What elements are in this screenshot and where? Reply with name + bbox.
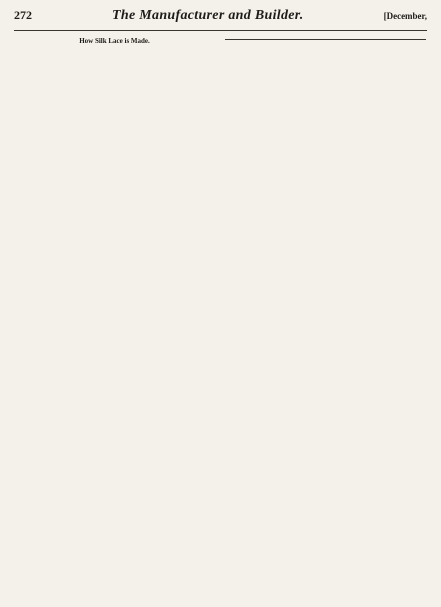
- page-header: [14, 8, 427, 31]
- article-columns: [14, 37, 427, 602]
- column-left: [14, 37, 215, 602]
- article-title: How Silk Lace is Made.: [79, 37, 150, 45]
- column-right: [225, 37, 426, 602]
- issue-month: [December,: [383, 11, 427, 21]
- article-end-rule: [225, 39, 426, 40]
- page-number: 272: [14, 8, 32, 22]
- journal-title: The Manufacturer and Builder.: [112, 8, 304, 23]
